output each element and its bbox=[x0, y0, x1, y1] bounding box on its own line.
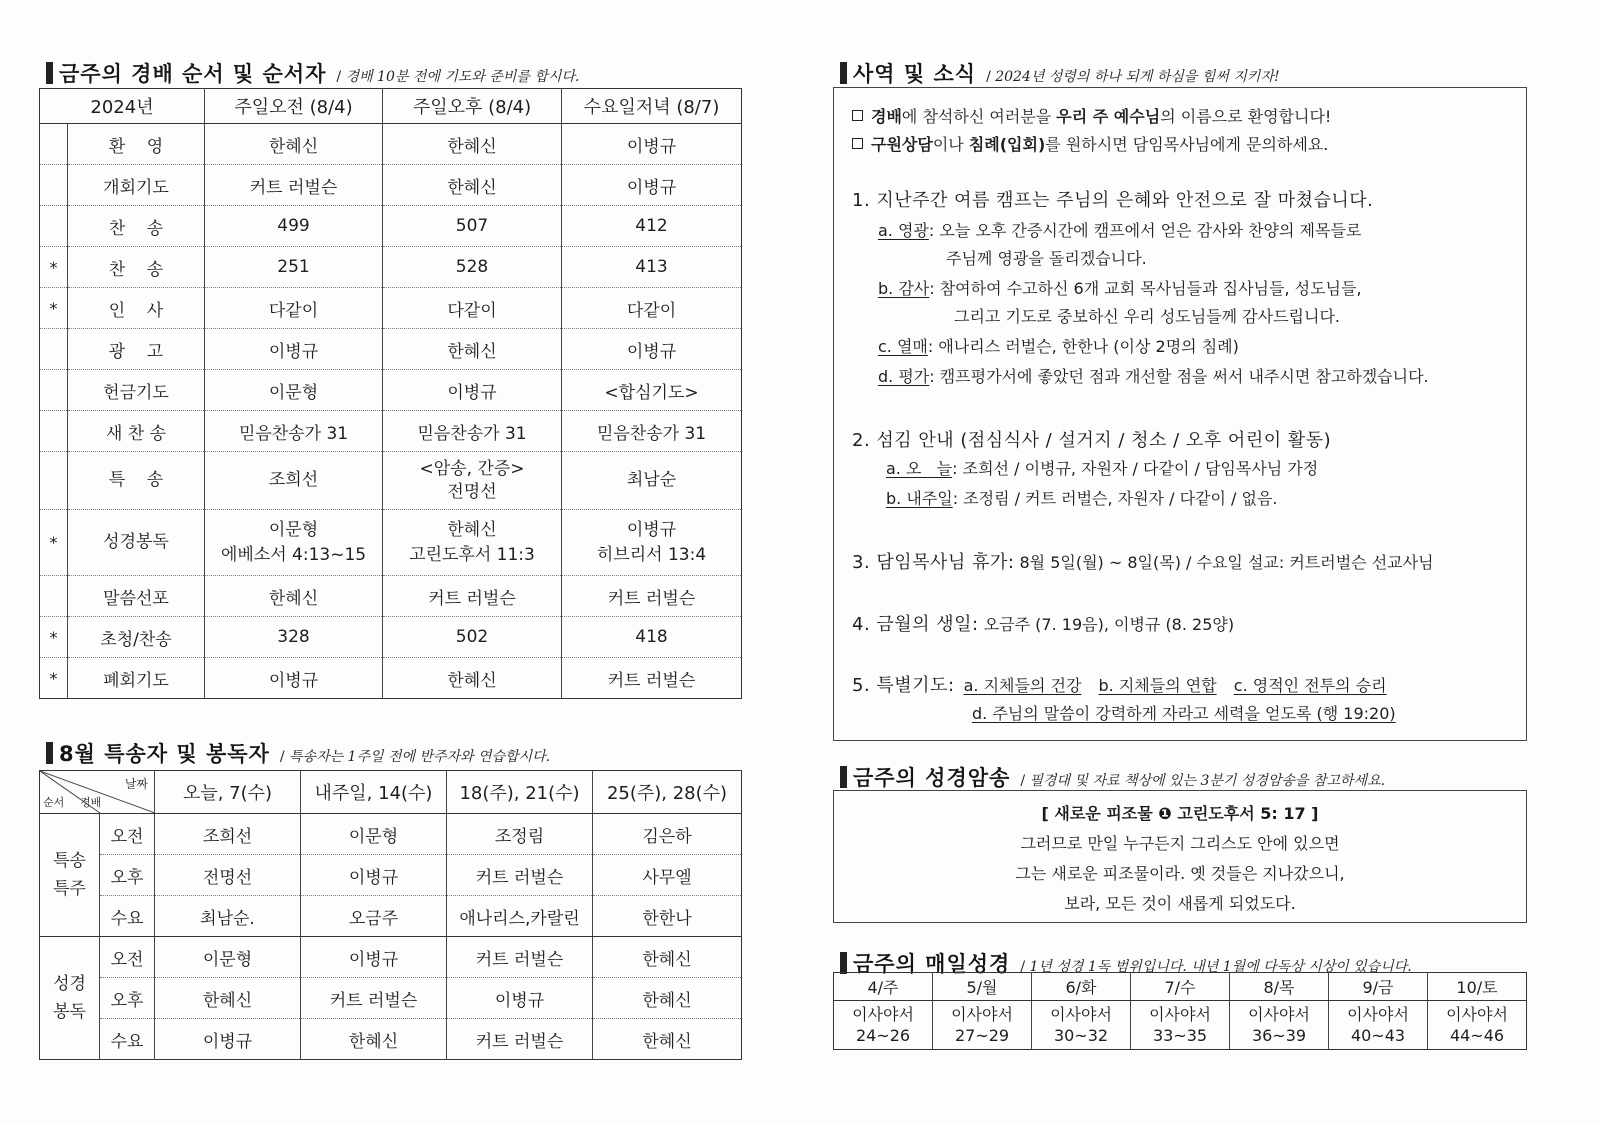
cell-am: 다같이 bbox=[205, 288, 383, 329]
standing-marker: * bbox=[40, 658, 68, 699]
item-label: a. 오 늘 bbox=[886, 459, 953, 478]
service-label: 오후 bbox=[100, 855, 155, 896]
item-title: 5. 특별기도: bbox=[852, 675, 955, 696]
cell: 한혜신 bbox=[155, 978, 301, 1019]
day-header: 6/화 bbox=[1032, 973, 1131, 1001]
header-week-3: 18(주), 21(수) bbox=[447, 771, 593, 814]
standing-marker: * bbox=[40, 617, 68, 658]
row-label: 인 사 bbox=[68, 288, 205, 329]
text: 의 이름으로 환영합니다! bbox=[1160, 107, 1332, 126]
order-title: 금주의 경배 순서 및 순서자 bbox=[59, 62, 327, 86]
news-item-1d bbox=[878, 364, 1429, 387]
cell-wed: 커트 러벌슨 bbox=[607, 670, 696, 691]
chapters: 33~35 bbox=[1152, 1026, 1208, 1045]
cell-wed: <합심기도> bbox=[562, 370, 742, 411]
book: 이사야서 bbox=[1347, 1005, 1409, 1024]
cell-pm-reader: 한혜신 bbox=[447, 519, 497, 540]
standing-marker bbox=[40, 576, 68, 617]
news-item-1c bbox=[878, 334, 1239, 357]
row-label: 개회기도 bbox=[68, 165, 205, 206]
verse-title: 금주의 성경암송 bbox=[853, 766, 1011, 790]
cell: 이병규 bbox=[301, 937, 447, 978]
cell: 한혜신 bbox=[593, 978, 742, 1019]
row-label: 찬 송 bbox=[68, 247, 205, 288]
cell-pm bbox=[383, 452, 562, 510]
verse-subtitle: / 필경대 및 자료 책상에 있는 3분기 성경암송을 참고하세요. bbox=[1020, 770, 1385, 790]
text: 이나 bbox=[932, 135, 969, 154]
news-item-1b bbox=[878, 276, 1362, 299]
reading-cell bbox=[933, 1001, 1032, 1050]
table-row bbox=[40, 329, 742, 370]
prayer-b: b. 지체들의 연합 bbox=[1098, 676, 1217, 695]
cell-am: 251 bbox=[205, 247, 383, 288]
bold-text: 침례(입회) bbox=[968, 135, 1046, 154]
item-title: 3. 담임목사님 휴가: bbox=[852, 552, 1015, 573]
cell-pm: 한혜신 bbox=[383, 658, 562, 699]
cell-pm-line2: 전명선 bbox=[447, 481, 497, 502]
group-label-line2: 봉독 bbox=[53, 1002, 86, 1022]
cell-pm: 커트 러벌슨 bbox=[383, 576, 562, 617]
item-label: b. 내주일 bbox=[886, 489, 953, 508]
news-item-1b-cont: 그리고 기도로 중보하신 우리 성도님들께 감사드립니다. bbox=[954, 307, 1341, 326]
cell-pm: 한혜신 bbox=[383, 124, 562, 165]
day-header: 4/주 bbox=[834, 973, 933, 1001]
cell: 김은하 bbox=[593, 814, 742, 855]
item-text: : 애나리스 러벌슨, 한한나 (이상 2명의 침례) bbox=[927, 337, 1239, 356]
table-header-row bbox=[40, 89, 742, 124]
text: 에 참석하신 여러분을 bbox=[901, 107, 1057, 126]
table-row bbox=[40, 452, 742, 510]
standing-marker bbox=[40, 124, 68, 165]
header-wednesday: 수요일저녁 (8/7) bbox=[562, 89, 742, 124]
table-header-row bbox=[834, 973, 1527, 1001]
table-row bbox=[40, 1019, 742, 1060]
cell-am: 한혜신 bbox=[205, 124, 383, 165]
news-item-5d bbox=[972, 701, 1396, 724]
standing-marker bbox=[40, 165, 68, 206]
order-section-title bbox=[46, 58, 579, 88]
section-bar-icon bbox=[46, 742, 53, 764]
table-row bbox=[40, 165, 742, 206]
bold-text: 우리 주 예수님 bbox=[1056, 107, 1161, 126]
cell-wed: 412 bbox=[562, 206, 742, 247]
prayer-a: a. 지체들의 건강 bbox=[963, 676, 1082, 695]
cell-am: 이문형 bbox=[205, 370, 383, 411]
table-row bbox=[40, 978, 742, 1019]
item-text: : 오늘 오후 간증시간에 캠프에서 얻은 감사와 찬양의 제목들로 bbox=[928, 221, 1362, 240]
row-label: 초청/찬송 bbox=[68, 617, 205, 658]
standing-marker: * bbox=[40, 288, 68, 329]
row-label: 광 고 bbox=[68, 329, 205, 370]
cell-wed-passage: 히브리서 13:4 bbox=[596, 544, 707, 565]
table-row bbox=[40, 411, 742, 452]
reading-cell bbox=[1131, 1001, 1230, 1050]
book: 이사야서 bbox=[1149, 1005, 1211, 1024]
cell-pm-passage: 고린도후서 11:3 bbox=[409, 544, 535, 565]
service-label: 오전 bbox=[100, 814, 155, 855]
cell-am-reader: 이문형 bbox=[268, 519, 319, 540]
service-label: 오후 bbox=[100, 978, 155, 1019]
standing-marker bbox=[40, 452, 68, 510]
cell: 이문형 bbox=[155, 937, 301, 978]
section-bar-icon bbox=[840, 766, 847, 788]
service-label: 수요 bbox=[100, 1019, 155, 1060]
cell-pm: 이병규 bbox=[383, 370, 562, 411]
verse-section-title bbox=[840, 762, 1385, 792]
header-sunday-am: 주일오전 (8/4) bbox=[205, 89, 383, 124]
chapters: 30~32 bbox=[1053, 1026, 1109, 1045]
day-header: 10/토 bbox=[1428, 973, 1527, 1001]
item-text: 오금주 (7. 19음), 이병규 (8. 25양) bbox=[978, 615, 1235, 634]
table-row bbox=[40, 937, 742, 978]
header-sunday-pm: 주일오후 (8/4) bbox=[383, 89, 562, 124]
order-subtitle: / 경배 10분 전에 기도와 준비를 합시다. bbox=[336, 66, 579, 86]
cell-wed-reader: 이병규 bbox=[626, 519, 677, 540]
header-year: 2024년 bbox=[40, 89, 205, 124]
table-row bbox=[40, 288, 742, 329]
cell-pm-line1: <암송, 간증> bbox=[419, 458, 525, 479]
news-item-2b bbox=[886, 486, 1278, 509]
row-label: 특 송 bbox=[68, 452, 205, 510]
verse-reference: [ 새로운 피조물 ❶ 고린도후서 5: 17 ] bbox=[1041, 804, 1319, 823]
chapters: 44~46 bbox=[1449, 1026, 1505, 1045]
reading-cell bbox=[834, 1001, 933, 1050]
cell-wed: 이병규 bbox=[562, 124, 742, 165]
worship-order-table bbox=[39, 88, 742, 699]
item-text: : 캠프평가서에 좋았던 점과 개선할 점을 써서 내주시면 참고하겠습니다. bbox=[929, 367, 1429, 386]
cell-pm: 502 bbox=[383, 617, 562, 658]
day-header: 9/금 bbox=[1329, 973, 1428, 1001]
chapters: 24~26 bbox=[855, 1026, 911, 1045]
cell-wed: 최남순 bbox=[562, 452, 742, 510]
reading-cell bbox=[1329, 1001, 1428, 1050]
section-bar-icon bbox=[840, 62, 847, 84]
item-label: a. 영광 bbox=[878, 221, 929, 240]
cell-am: 조희선 bbox=[205, 452, 383, 510]
book: 이사야서 bbox=[1248, 1005, 1310, 1024]
cell-am: 믿음찬송가 31 bbox=[205, 411, 383, 452]
cell: 한혜신 bbox=[642, 1031, 692, 1052]
book: 이사야서 bbox=[1050, 1005, 1112, 1024]
cell-am: 이병규 bbox=[205, 658, 383, 699]
table-row bbox=[40, 510, 742, 576]
text: 를 원하시면 담임목사님에게 문의하세요. bbox=[1045, 135, 1329, 154]
memory-verse-box bbox=[833, 790, 1527, 923]
verse-line-2: 그는 새로운 피조물이라. 옛 것들은 지나갔으니, bbox=[1015, 864, 1345, 883]
cell: 이병규 bbox=[447, 978, 593, 1019]
group-label-line1: 성경 bbox=[53, 974, 86, 994]
book: 이사야서 bbox=[1446, 1005, 1508, 1024]
cell-am: 한혜신 bbox=[205, 576, 383, 617]
table-row bbox=[834, 1001, 1527, 1050]
table-row bbox=[40, 370, 742, 411]
row-label: 헌금기도 bbox=[68, 370, 205, 411]
reading-cell bbox=[1428, 1001, 1527, 1050]
group-label-line2: 특주 bbox=[53, 879, 86, 899]
header-week-4: 25(주), 28(수) bbox=[593, 771, 742, 814]
consult-line bbox=[852, 132, 1328, 155]
item-text: 8월 5일(월) ~ 8일(목) / 수요일 설교: 커트러벌슨 선교사님 bbox=[1014, 553, 1434, 572]
cell: 최남순. bbox=[155, 896, 301, 937]
book: 이사야서 bbox=[951, 1005, 1013, 1024]
standing-marker bbox=[40, 370, 68, 411]
cell: 커트 러벌슨 bbox=[447, 855, 593, 896]
news-box bbox=[833, 87, 1527, 741]
group-label-special-song bbox=[40, 814, 100, 937]
book: 이사야서 bbox=[852, 1005, 914, 1024]
checkbox-bullet-icon bbox=[852, 110, 863, 121]
corner-header-cell bbox=[40, 771, 155, 814]
day-header: 8/목 bbox=[1230, 973, 1329, 1001]
section-bar-icon bbox=[46, 62, 53, 84]
cell: 커트 러벌슨 bbox=[447, 1019, 593, 1060]
row-label: 환 영 bbox=[68, 124, 205, 165]
august-schedule-table bbox=[39, 770, 742, 1060]
table-row bbox=[40, 855, 742, 896]
corner-date-label: 날짜 bbox=[124, 777, 148, 791]
news-item-1a bbox=[878, 218, 1361, 241]
cell-wed: 418 bbox=[562, 617, 742, 658]
cell-pm bbox=[383, 510, 562, 576]
cell-wed: 413 bbox=[562, 247, 742, 288]
cell-am: 커트 러벌슨 bbox=[205, 165, 383, 206]
cell-wed: 믿음찬송가 31 bbox=[562, 411, 742, 452]
cell-am: 이병규 bbox=[205, 329, 383, 370]
service-label: 오전 bbox=[100, 937, 155, 978]
cell-wed bbox=[562, 510, 742, 576]
row-label: 새 찬 송 bbox=[68, 411, 205, 452]
cell: 이문형 bbox=[301, 814, 447, 855]
reading-cell bbox=[1032, 1001, 1131, 1050]
day-header: 5/월 bbox=[933, 973, 1032, 1001]
cell: 이병규 bbox=[301, 855, 447, 896]
prayer-d: d. 주님의 말씀이 강력하게 자라고 세력을 얻도록 (행 19:20) bbox=[972, 704, 1396, 723]
news-item-2-title: 2. 섬김 안내 (점심식사 / 설거지 / 청소 / 오후 어린이 활동) bbox=[852, 430, 1332, 451]
standing-marker: * bbox=[40, 510, 68, 576]
cell: 사무엘 bbox=[593, 855, 742, 896]
cell: 커트 러벌슨 bbox=[447, 937, 593, 978]
standing-marker: * bbox=[40, 247, 68, 288]
august-section-title bbox=[46, 738, 550, 768]
prayer-c: c. 영적인 전투의 승리 bbox=[1233, 676, 1387, 695]
welcome-line bbox=[852, 104, 1331, 127]
standing-marker bbox=[40, 411, 68, 452]
cell: 조희선 bbox=[155, 814, 301, 855]
bold-text: 경배 bbox=[871, 107, 902, 126]
item-title: 4. 금월의 생일: bbox=[852, 614, 979, 635]
cell-am-passage: 에베소서 4:13~15 bbox=[220, 544, 367, 565]
table-row bbox=[40, 617, 742, 658]
header-week-1: 오늘, 7(수) bbox=[155, 771, 301, 814]
cell-wed: 이병규 bbox=[562, 165, 742, 206]
cell: 한혜신 bbox=[301, 1019, 447, 1060]
august-subtitle: / 특송자는 1주일 전에 반주자와 연습합시다. bbox=[280, 746, 550, 766]
header-week-2: 내주일, 14(수) bbox=[301, 771, 447, 814]
item-text: : 참여하여 수고하신 6개 교회 목사님들과 집사님들, 성도님들, bbox=[929, 279, 1362, 298]
day-header: 7/수 bbox=[1131, 973, 1230, 1001]
item-label: c. 열매 bbox=[878, 337, 928, 356]
cell-am bbox=[205, 510, 383, 576]
news-item-3 bbox=[852, 548, 1434, 574]
news-section-title bbox=[840, 58, 1280, 88]
item-label: b. 감사 bbox=[878, 279, 930, 298]
row-label: 폐회기도 bbox=[68, 658, 205, 699]
bold-text: 구원상담 bbox=[871, 135, 933, 154]
service-label: 수요 bbox=[100, 896, 155, 937]
cell: 전명선 bbox=[155, 855, 301, 896]
news-item-4 bbox=[852, 610, 1234, 636]
chapters: 36~39 bbox=[1251, 1026, 1307, 1045]
item-text: : 조정림 / 커트 러벌슨, 자원자 / 다같이 / 없음. bbox=[952, 489, 1278, 508]
chapters: 40~43 bbox=[1350, 1026, 1406, 1045]
reading-cell bbox=[1230, 1001, 1329, 1050]
section-bar-icon bbox=[840, 952, 847, 974]
verse-line-3: 보라, 모든 것이 새롭게 되었도다. bbox=[1064, 894, 1296, 913]
table-row bbox=[40, 206, 742, 247]
cell: 한한나 bbox=[593, 896, 742, 937]
cell-pm: 528 bbox=[383, 247, 562, 288]
cell-pm: 믿음찬송가 31 bbox=[383, 411, 562, 452]
table-header-row bbox=[40, 771, 742, 814]
cell-pm: 한혜신 bbox=[383, 165, 562, 206]
news-item-2a bbox=[886, 456, 1318, 479]
daily-subtitle: / 1년 성경 1독 범위입니다. 내년 1월에 다독상 시상이 있습니다. bbox=[1020, 956, 1411, 976]
table-row bbox=[40, 124, 742, 165]
cell-am: 328 bbox=[205, 617, 383, 658]
daily-title: 금주의 매일성경 bbox=[853, 952, 1011, 976]
daily-bible-table bbox=[833, 972, 1527, 1050]
corner-order-label: 순서 bbox=[43, 796, 65, 809]
group-label-bible-reading bbox=[40, 937, 100, 1060]
verse-line-1: 그러므로 만일 누구든지 그리스도 안에 있으면 bbox=[1020, 834, 1340, 853]
row-label: 말씀선포 bbox=[68, 576, 205, 617]
cell: 애나리스,카랄린 bbox=[447, 896, 593, 937]
row-label: 성경봉독 bbox=[68, 510, 205, 576]
item-label: d. 평가 bbox=[878, 367, 930, 386]
cell-wed: 이병규 bbox=[562, 329, 742, 370]
cell: 이병규 bbox=[155, 1019, 301, 1060]
corner-service-label: 경배 bbox=[80, 796, 102, 809]
news-subtitle: / 2024년 성령의 하나 되게 하심을 힘써 지키자! bbox=[986, 66, 1280, 86]
group-label-line1: 특송 bbox=[53, 851, 86, 871]
cell-pm: 507 bbox=[383, 206, 562, 247]
checkbox-bullet-icon bbox=[852, 138, 863, 149]
row-label: 찬 송 bbox=[68, 206, 205, 247]
table-row bbox=[40, 247, 742, 288]
cell-wed: 다같이 bbox=[562, 288, 742, 329]
news-title: 사역 및 소식 bbox=[853, 62, 977, 86]
cell-wed: 커트 러벌슨 bbox=[562, 576, 742, 617]
cell-pm: 한혜신 bbox=[383, 329, 562, 370]
cell: 한혜신 bbox=[593, 937, 742, 978]
cell-am: 499 bbox=[205, 206, 383, 247]
table-row bbox=[40, 814, 742, 855]
chapters: 27~29 bbox=[954, 1026, 1010, 1045]
standing-marker bbox=[40, 206, 68, 247]
table-row bbox=[40, 576, 742, 617]
cell-pm: 다같이 bbox=[383, 288, 562, 329]
item-text: : 조희선 / 이병규, 자원자 / 다같이 / 담임목사님 가정 bbox=[952, 459, 1319, 478]
table-row bbox=[40, 896, 742, 937]
news-item-1-title: 1. 지난주간 여름 캠프는 주님의 은혜와 안전으로 잘 마쳤습니다. bbox=[852, 190, 1374, 211]
august-title: 8월 특송자 및 봉독자 bbox=[59, 742, 270, 766]
standing-marker bbox=[40, 329, 68, 370]
cell: 오금주 bbox=[301, 896, 447, 937]
news-item-5 bbox=[852, 671, 1387, 697]
cell: 조정림 bbox=[447, 814, 593, 855]
table-row bbox=[40, 658, 742, 699]
news-item-1a-cont: 주님께 영광을 돌리겠습니다. bbox=[946, 249, 1147, 268]
cell: 커트 러벌슨 bbox=[301, 978, 447, 1019]
